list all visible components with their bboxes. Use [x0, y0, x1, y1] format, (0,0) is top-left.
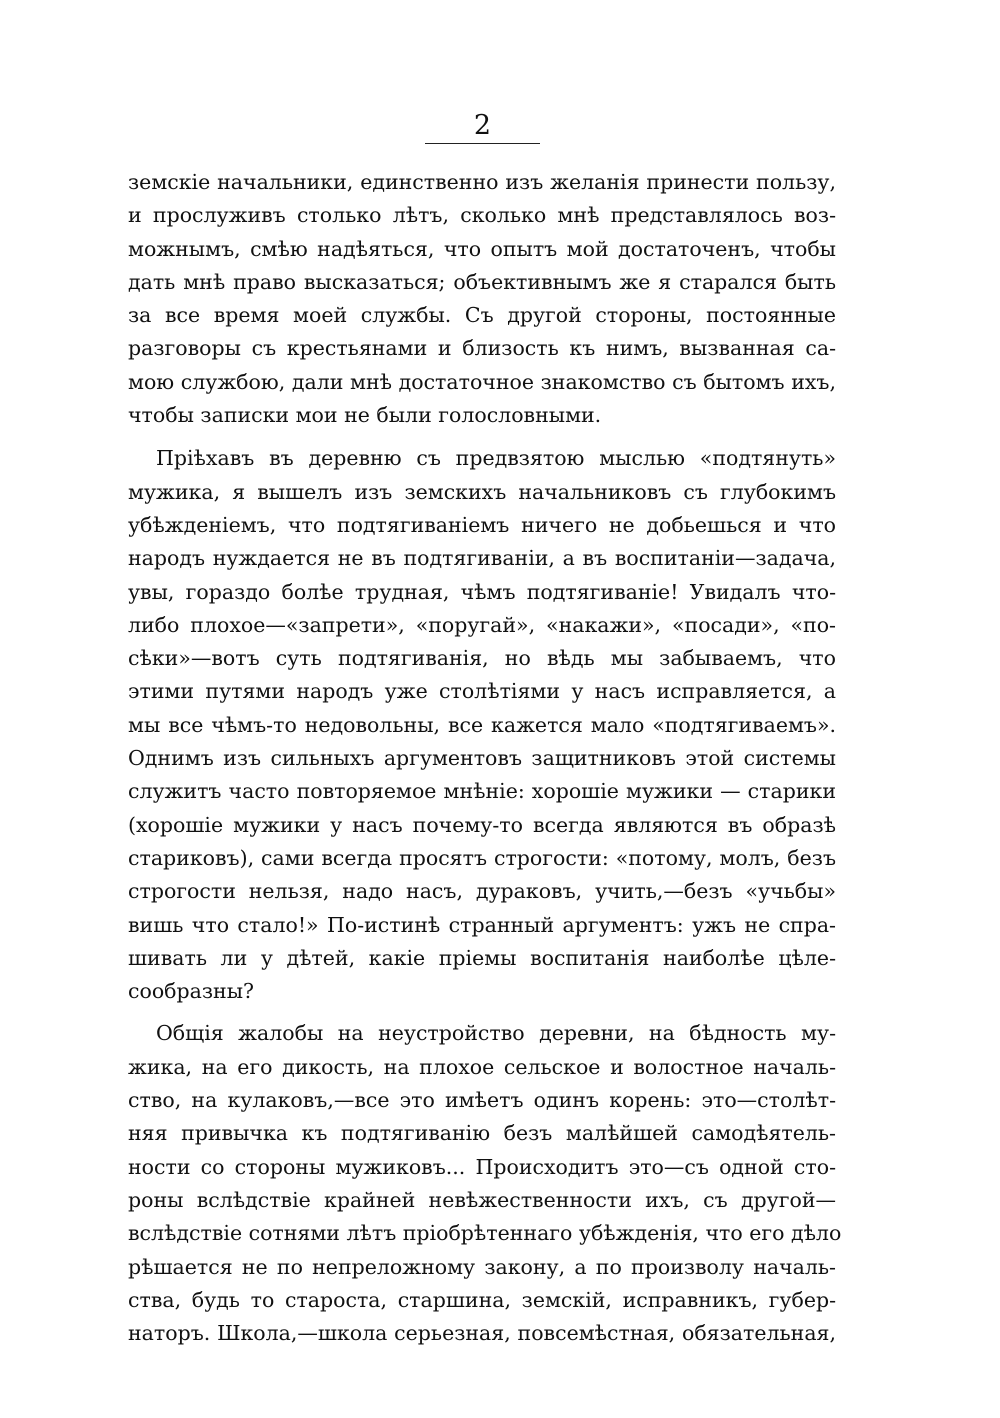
text-line: мы все чѣмъ-то недовольны, все кажется мало «подтягиваемъ». — [128, 712, 836, 737]
text-line: можнымъ, смѣю надѣяться, что опытъ мой достаточенъ, чтобы — [128, 236, 836, 261]
paragraph-1 — [128, 166, 836, 432]
text-line: разговоры съ крестьянами и близость къ нимъ, вызванная са- — [128, 336, 836, 361]
text-line: рѣшается не по непреложному закону, а по произволу началь- — [128, 1254, 836, 1279]
text-line: убѣжденіемъ, что подтягиваніемъ ничего не добьешься и что — [128, 512, 836, 537]
text-line: этими путями народъ уже столѣтіями у насъ исправляется, а — [128, 679, 836, 704]
text-line: служитъ часто повторяемое мнѣніе: хорошіе мужики — старики — [128, 779, 836, 804]
text-line: сообразны? — [128, 979, 255, 1004]
text-line: няя привычка къ подтягиванію безъ малѣйшей самодѣятель- — [128, 1121, 836, 1146]
text-line: Пріѣхавъ въ деревню съ предвзятою мыслью «подтянуть» — [156, 446, 836, 471]
text-line: и прослуживъ столько лѣтъ, сколько мнѣ представлялось воз- — [128, 203, 836, 228]
text-line: чтобы записки мои не были голословными. — [128, 403, 602, 428]
text-line: стариковъ), сами всегда просятъ строгости: «потому, молъ, безъ — [128, 845, 836, 870]
text-line: мужика, я вышелъ изъ земскихъ начальниковъ съ глубокимъ — [128, 479, 836, 504]
header-rule — [425, 143, 540, 144]
text-line: дать мнѣ право высказаться; объективнымъ же я старался быть — [128, 269, 836, 294]
text-line: сѣки»—вотъ суть подтягиванія, но вѣдь мы забываемъ, что — [128, 646, 836, 671]
text-line: Общія жалобы на неустройство деревни, на бѣдность му- — [156, 1021, 836, 1046]
text-line: земскіе начальники, единственно изъ желанія принести пользу, — [128, 170, 836, 194]
text-line: за все время моей службы. Съ другой стороны, постоянные — [128, 303, 836, 328]
text-line: шивать ли у дѣтей, какіе пріемы воспитанія наиболѣе цѣле- — [128, 945, 836, 970]
text-line: (хорошіе мужики у насъ почему-то всегда являются въ образѣ — [128, 812, 836, 837]
text-line: народъ нуждается не въ подтягиваніи, а въ воспитаніи—задача, — [128, 546, 836, 571]
text-line: ства, будь то староста, старшина, земскій, исправникъ, губер- — [128, 1287, 836, 1312]
text-line: вслѣдствіе сотнями лѣтъ пріобрѣтеннаго убѣжденія, что его дѣло — [128, 1221, 842, 1246]
paragraph-2 — [128, 442, 836, 1008]
text-line: либо плохое—«запрети», «поругай», «накажи», «посади», «по- — [128, 612, 836, 637]
body-text — [128, 166, 842, 1350]
paragraph-3 — [128, 1017, 842, 1350]
text-line: ство, на кулаковъ,—все это имѣетъ одинъ корень: это—столѣт- — [128, 1088, 836, 1113]
text-line: наторъ. Школа,—школа серьезная, повсемѣстная, обязательная, — [128, 1321, 836, 1346]
text-line: Однимъ изъ сильныхъ аргументовъ защитниковъ этой системы — [128, 746, 836, 771]
text-line: роны вслѣдствіе крайней невѣжественности ихъ, съ другой— — [128, 1187, 836, 1212]
text-line: ности со стороны мужиковъ... Происходитъ это—съ одной сто- — [128, 1154, 836, 1179]
text-line: мою службою, дали мнѣ достаточное знакомство съ бытомъ ихъ, — [128, 369, 836, 394]
paragraph-gap — [128, 1008, 836, 1017]
text-line: строгости нельзя, надо насъ, дураковъ, учить,—безъ «учьбы» — [128, 879, 836, 904]
text-line: жика, на его дикость, на плохое сельское и волостное началь- — [128, 1054, 836, 1079]
paragraph-gap — [128, 432, 836, 442]
page-number: 2 — [473, 110, 492, 141]
text-line: вишь что стало!» По-истинѣ странный аргументъ: ужъ не спра- — [128, 912, 836, 937]
text-line: увы, гораздо болѣе трудная, чѣмъ подтягиваніе! Увидалъ что- — [128, 579, 836, 604]
